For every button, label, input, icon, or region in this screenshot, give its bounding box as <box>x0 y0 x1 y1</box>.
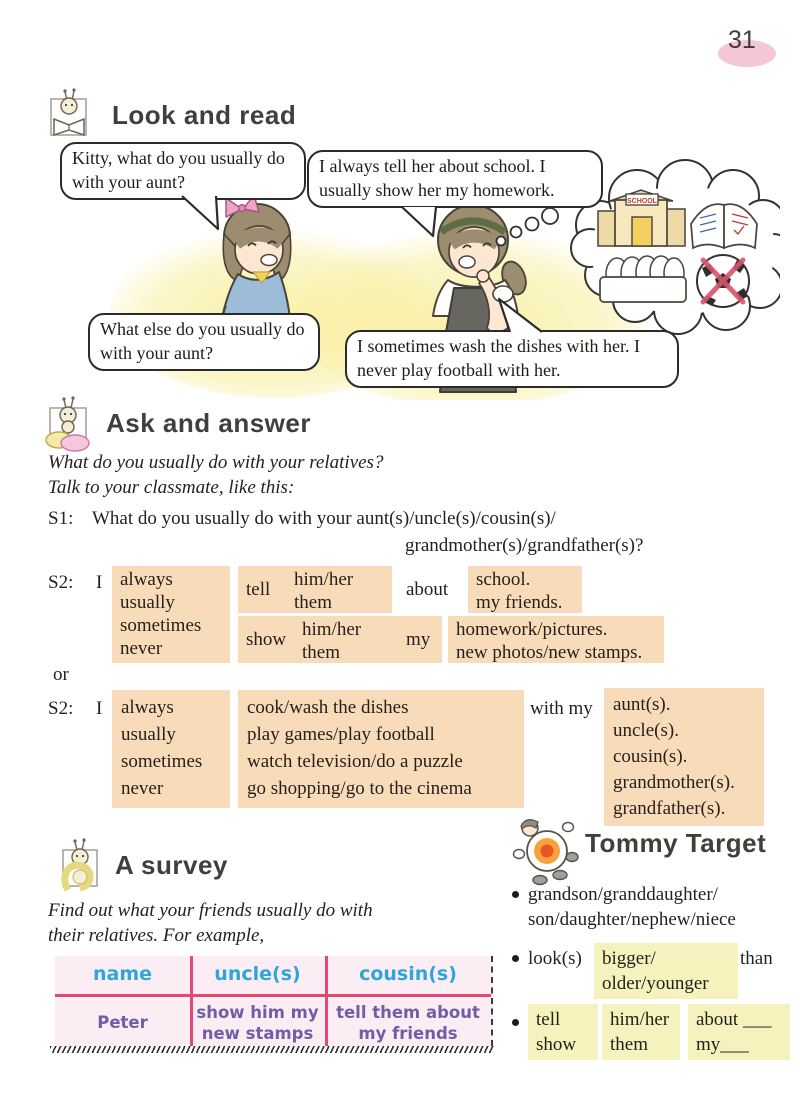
ask-ant-icon <box>42 396 94 454</box>
activity-line: play games/play football <box>247 724 435 745</box>
s2a-pronoun: I <box>96 572 103 593</box>
tommy-bullet1-line1: grandson/granddaughter/ <box>528 884 718 905</box>
s1-question-line1: What do you usually do with your aunt(s)/uncle(s)/cousin(s)/ <box>92 508 556 529</box>
section-title-ask-and-answer: Ask and answer <box>106 408 311 438</box>
relative-line: aunt(s). <box>613 694 671 715</box>
school-sign-text: SCHOOL <box>627 198 657 205</box>
object-line: him/her <box>302 619 362 640</box>
s2a-object-box-2 <box>294 616 398 663</box>
highlight-line: show <box>536 1034 577 1055</box>
column-header-uncle: uncle(s) <box>214 963 301 985</box>
column-header-cousin: cousin(s) <box>359 963 457 985</box>
tommy-bullet1-line2: son/daughter/nephew/niece <box>528 909 736 930</box>
ask-intro-line2: Talk to your classmate, like this: <box>48 477 295 498</box>
s2a-verb-show-box: show <box>238 616 298 663</box>
cell-cousin <box>325 1002 491 1044</box>
s2b-adverbs-box <box>112 690 230 808</box>
adverb: usually <box>120 592 175 613</box>
look-and-read-illustration <box>40 138 780 400</box>
section-title-a-survey: A survey <box>115 850 228 880</box>
highlight-line: my___ <box>696 1034 749 1055</box>
reading-ant-icon <box>46 84 90 140</box>
relative-line: grandfather(s). <box>613 798 726 819</box>
speech-bubble-answer-1: I always tell her about school. I usually show her my homework. <box>307 150 603 208</box>
adverb: usually <box>121 724 176 745</box>
complement-line: my friends. <box>476 592 563 613</box>
adverb: sometimes <box>120 615 202 636</box>
s2b-activities-box <box>238 690 524 808</box>
tommy-bullet3-objects <box>602 1004 680 1060</box>
highlight-line: him/her <box>610 1009 670 1030</box>
highlight-line: them <box>610 1034 648 1055</box>
no-football-thumbnail <box>697 255 749 307</box>
s1-question-line2: grandmother(s)/grandfather(s)? <box>405 535 644 556</box>
object-line: him/her <box>294 569 354 590</box>
s2b-label: S2: <box>48 698 74 719</box>
adverb: never <box>121 778 164 799</box>
s2a-prep-about: about <box>406 578 449 600</box>
cell-line: new stamps <box>201 1024 314 1043</box>
s2a-object-box-1 <box>286 566 392 613</box>
tommy-bullet2-highlight <box>594 943 738 999</box>
s2a-verb-tell-box: tell <box>238 566 288 613</box>
dishes-thumbnail <box>600 256 686 302</box>
complement-line: new photos/new stamps. <box>456 642 643 663</box>
ask-intro-line1: What do you usually do with your relatives? <box>48 452 384 473</box>
object-line: them <box>302 642 340 663</box>
bullet-icon <box>512 955 519 962</box>
relative-line: uncle(s). <box>613 720 679 741</box>
speech-bubble-answer-2: I sometimes wash the dishes with her. I never play football with her. <box>345 330 679 388</box>
adverb: sometimes <box>121 751 203 772</box>
tommy-target-icon <box>510 810 580 886</box>
activity-line: go shopping/go to the cinema <box>247 778 472 799</box>
tommy-bullet3-verbs <box>528 1004 598 1060</box>
speech-bubble-question-2: What else do you usually do with your aunt? <box>88 313 320 371</box>
cell-name: Peter <box>97 1013 148 1032</box>
s2b-relatives-box <box>604 688 764 826</box>
survey-intro-line1: Find out what your friends usually do with <box>48 900 373 921</box>
tommy-bullet3-complements <box>688 1004 790 1060</box>
section-title-look-and-read: Look and read <box>112 100 297 130</box>
table-header-rule <box>55 994 491 997</box>
highlight-line: about ___ <box>696 1009 772 1030</box>
torn-paper-edge <box>50 1046 494 1053</box>
survey-table <box>55 956 493 1046</box>
bullet-icon <box>512 1019 519 1026</box>
tommy-bullet2-prefix: look(s) <box>528 948 582 969</box>
adverb: never <box>120 638 163 659</box>
section-title-tommy-target: Tommy Target <box>585 828 767 858</box>
highlight-line: bigger/ <box>602 948 656 969</box>
complement-line: homework/pictures. <box>456 619 608 640</box>
s2b-with-my: with my <box>530 698 593 719</box>
adverb: always <box>120 569 173 590</box>
relative-line: cousin(s). <box>613 746 688 767</box>
highlight-line: tell <box>536 1009 561 1030</box>
cell-uncle <box>190 1002 325 1044</box>
cell-line: show him my <box>196 1003 319 1022</box>
bullet-icon <box>512 891 519 898</box>
page-number: 31 <box>728 26 756 54</box>
s2a-adverbs-box <box>112 566 230 663</box>
s2b-pronoun: I <box>96 698 103 719</box>
complement-line: school. <box>476 569 531 590</box>
cell-line: tell them about <box>336 1003 480 1022</box>
s2a-label: S2: <box>48 572 74 593</box>
activity-line: watch television/do a puzzle <box>247 751 463 772</box>
relative-line: grandmother(s). <box>613 772 735 793</box>
s2a-complement-box-2 <box>448 616 664 663</box>
tommy-bullet2-suffix: than <box>740 948 773 969</box>
speech-bubble-question-1: Kitty, what do you usually do with your aunt? <box>60 142 306 200</box>
activity-line: cook/wash the dishes <box>247 697 409 718</box>
object-line: them <box>294 592 332 613</box>
survey-intro-line2: their relatives. For example, <box>48 925 265 946</box>
adverb: always <box>121 697 174 718</box>
s2a-prep-my-box: my <box>398 616 442 663</box>
or-label: or <box>53 664 69 685</box>
column-header-name: name <box>92 963 153 985</box>
cell-line: my friends <box>358 1024 458 1043</box>
homework-book-thumbnail <box>691 204 757 248</box>
survey-ant-icon <box>54 836 106 898</box>
highlight-line: older/younger <box>602 973 709 994</box>
s1-label: S1: <box>48 508 74 529</box>
s2a-complement-box-1 <box>468 566 582 613</box>
